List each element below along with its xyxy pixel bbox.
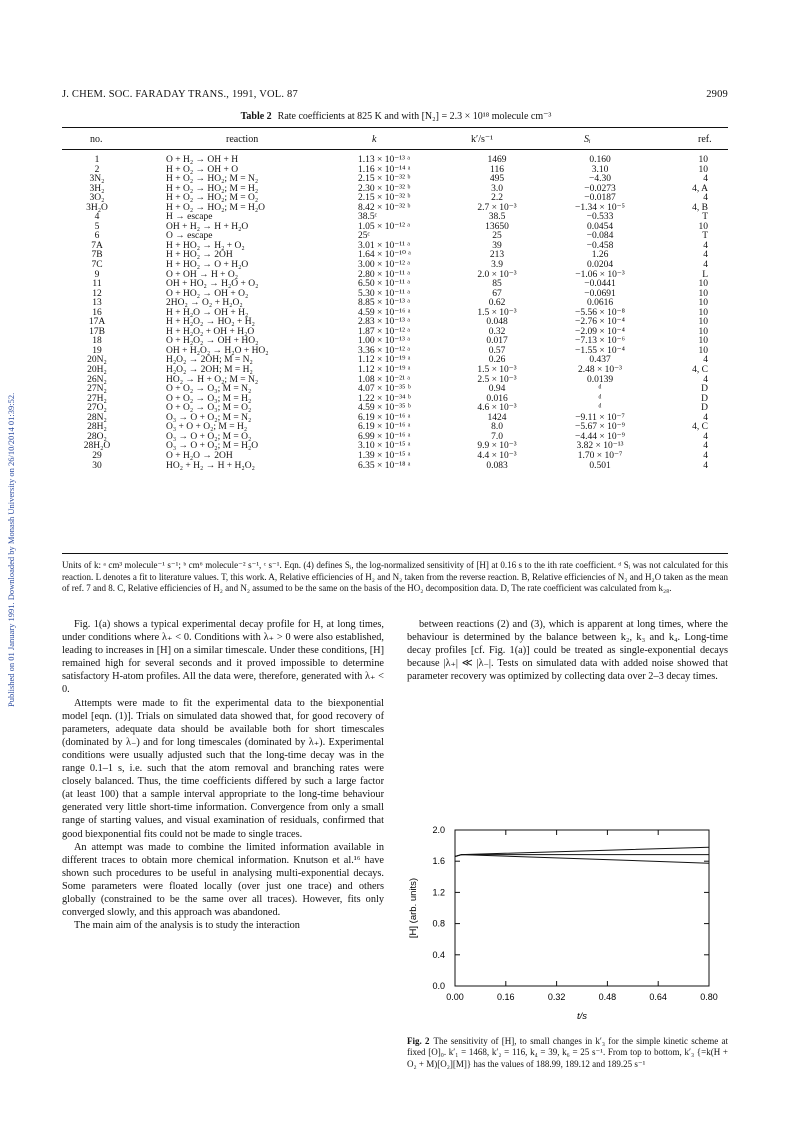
cell-no: 29 — [92, 450, 102, 461]
cell-ref: 4, C — [692, 422, 708, 433]
cell-sensitivity: 0.0454 — [586, 221, 614, 232]
cell-kprime: 3.0 — [491, 183, 503, 194]
cell-ref: 4 — [703, 193, 708, 204]
cell-sensitivity: −0.458 — [586, 240, 614, 251]
cell-no: 20N₂ — [87, 355, 107, 366]
cell-no: 16 — [92, 307, 102, 318]
cell-no: 3O₂ — [89, 193, 105, 204]
cell-reaction: 2HO₂ → O₂ + H₂O₂ — [166, 298, 243, 309]
cell-no: 3H₂O — [86, 202, 108, 213]
cell-reaction: H + H₂O₂ → HO₂ + H₂ — [166, 317, 255, 328]
cell-no: 17B — [89, 326, 105, 337]
cell-kprime: 495 — [489, 174, 505, 185]
cell-no: 12 — [92, 288, 102, 299]
cell-k: 6.35 × 10⁻¹⁸ ᵃ — [358, 460, 411, 471]
cell-sensitivity: −2.76 × 10⁻⁴ — [575, 317, 625, 328]
cell-kprime: 67 — [492, 288, 502, 299]
paragraph: Fig. 1(a) shows a typical experimental decay profile for H, at long times, under conditions where λ₊ < 0. Conditions with λ₊ > 0 were also established, leading to increases in [H] on a similar timescale. Under these conditions, [H] remained high for several seconds and it proved impossible to determine satisfactory H-atom profiles. All the data were, therefore, generated with λ₊ < 0. — [62, 619, 384, 696]
cell-ref: 10 — [698, 155, 708, 165]
cell-k: 1.08 × 10⁻²¹ ᵃ — [358, 374, 410, 385]
cell-k: 25ᶜ — [358, 231, 370, 242]
cell-reaction: O₃ → O + O₂; M = O₂ — [166, 431, 252, 442]
paragraph: The main aim of the analysis is to study the interaction — [74, 920, 300, 932]
cell-k: 3.36 × 10⁻¹² ᵃ — [358, 345, 410, 356]
cell-kprime: 2.7 × 10⁻³ — [477, 202, 517, 213]
cell-ref: 4, A — [692, 183, 708, 194]
cell-k: 2.30 × 10⁻³² ᵇ — [358, 183, 411, 194]
cell-kprime: 4.4 × 10⁻³ — [477, 450, 517, 461]
cell-sensitivity: 3.10 — [591, 164, 609, 175]
cell-kprime: 1.5 × 10⁻³ — [477, 307, 517, 318]
cell-reaction: O + O₂ → O₃; M = N₂ — [166, 384, 252, 395]
cell-reaction: H + HO₂ → H₂ + O₂ — [166, 240, 245, 251]
cell-no: 28O₂ — [87, 431, 107, 442]
paragraph: An attempt was made to combine the limited information available in different traces to obtain more chemical information. Knutson et al.¹⁶ have shown such procedures to be useful in analysing multi-exponential decays. Some parameters were floated locally (over just one trace) and others globally (constrained to be the same over all traces). However, fits only converged slowly, and this approach was abandoned. — [62, 841, 384, 919]
cell-kprime: 116 — [490, 164, 504, 175]
figure-caption-text: The sensitivity of [H], to small changes in k′₃ for the simple kinetic scheme at fixed [O]₀. k′₁ = 1468, k′₂ = 116, k₄ = 39, k₆ = 25 s⁻¹. From top to bottom, k′₃ {=k(H + O₂ + M)[O₂][M]} has the values of 188.99, 189.12 and 189.25 s⁻¹ — [407, 1036, 728, 1069]
cell-k: 4.59 × 10⁻³⁵ ᵇ — [358, 403, 411, 414]
x-tick-label: 0.64 — [649, 992, 667, 1002]
cell-ref: 10 — [698, 307, 708, 318]
cell-kprime: 85 — [492, 279, 502, 290]
table-footnote: Units of k: ᵃ cm³ molecule⁻¹ s⁻¹; ᵇ cm⁶ molecule⁻² s⁻¹, ᶜ s⁻¹. Eqn. (4) defines Sᵢ, the log-normalized sensitivity of [H] at 0.16 s to the ith rate coefficient. ᵈ Sᵢ was not calculated for this reaction. L denotes a fit to literature values. T, this work. A, Relative efficiencies of H₂ and N₂ taken from the reverse reaction. B, Relative efficiencies of N₂ and H₂O taken as the mean of ref. 7 and 8. C, Relative efficiencies of H₂ and N₂ assumed to be the same on the basis of the HO₂ decomposition data. D, The rate coefficient was calculated from k₂₈. — [62, 560, 728, 593]
cell-no: 30 — [92, 460, 102, 471]
table-header-rule — [62, 149, 728, 150]
figure-caption — [407, 1036, 728, 1070]
table-caption — [0, 111, 792, 122]
cell-ref: 4 — [703, 431, 708, 442]
cell-ref: 4 — [703, 450, 708, 461]
cell-sensitivity: −0.084 — [586, 231, 614, 242]
cell-sensitivity: −0.0187 — [584, 193, 616, 204]
cell-sensitivity: −5.67 × 10⁻⁹ — [575, 422, 625, 433]
cell-sensitivity: 0.437 — [589, 355, 611, 366]
cell-reaction: H + HO₂ → O + H₂O — [166, 260, 249, 271]
cell-no: 27H₂ — [87, 393, 107, 404]
cell-reaction: O + O₂ → O₃; M = O₂ — [166, 403, 252, 414]
page-number: 2909 — [706, 89, 728, 100]
cell-ref: 10 — [698, 164, 708, 175]
cell-kprime: 38.5 — [488, 212, 506, 223]
cell-ref: 4 — [703, 355, 708, 366]
cell-k: 1.12 × 10⁻¹⁹ ᵃ — [358, 365, 411, 376]
cell-sensitivity: −0.533 — [586, 212, 614, 223]
cell-reaction: H + O₂ → HO₂; M = O₂ — [166, 193, 259, 204]
cell-ref: 10 — [698, 221, 708, 232]
cell-k: 1.39 × 10⁻¹⁵ ᵃ — [358, 450, 411, 461]
cell-reaction: OH + H₂O₂ → H₂O + HO₂ — [166, 345, 269, 356]
cell-reaction: OH + H₂ → H + H₂O — [166, 221, 249, 232]
cell-no: 7A — [91, 240, 103, 251]
cell-ref: D — [701, 393, 708, 404]
cell-reaction: H + O₂ → HO₂; M = H₂O — [166, 202, 266, 213]
cell-ref: 10 — [698, 326, 708, 337]
cell-ref: 10 — [698, 288, 708, 299]
column-header-no: no. — [90, 134, 103, 145]
series-line — [455, 847, 709, 856]
cell-no: 7B — [91, 250, 103, 261]
cell-k: 1.13 × 10⁻¹³ ᵃ — [358, 155, 410, 165]
table-row — [62, 204, 728, 214]
cell-reaction: H + HO₂ → 2OH — [166, 250, 233, 261]
cell-no: 9 — [94, 269, 100, 280]
cell-kprime: 0.017 — [486, 336, 508, 347]
cell-sensitivity: −1.06 × 10⁻³ — [575, 269, 625, 280]
figure-label: Fig. 2 — [407, 1036, 430, 1046]
cell-k: 3.01 × 10⁻¹¹ ᵃ — [358, 240, 410, 251]
cell-ref: 4 — [703, 250, 708, 261]
cell-k: 6.99 × 10⁻¹⁶ ᵃ — [358, 431, 411, 442]
table-row — [62, 462, 728, 472]
cell-sensitivity: −0.0441 — [584, 279, 616, 290]
cell-ref: 10 — [698, 298, 708, 309]
cell-no: 1 — [94, 155, 100, 165]
cell-no: 17A — [88, 317, 106, 328]
cell-sensitivity: −7.13 × 10⁻⁶ — [575, 336, 625, 347]
journal-header: J. CHEM. SOC. FARADAY TRANS., 1991, VOL. 87 — [62, 89, 298, 100]
table-bottom-rule — [62, 553, 728, 554]
cell-reaction: H₂O₂ → 2OH; M = H₂ — [166, 365, 253, 376]
cell-k: 4.59 × 10⁻¹⁶ ᵃ — [358, 307, 411, 318]
cell-no: 26N₂ — [87, 374, 107, 385]
cell-kprime: 2.5 × 10⁻³ — [477, 374, 517, 385]
column-header-sensitivity: Sᵢ — [584, 134, 591, 145]
cell-sensitivity: −1.55 × 10⁻⁴ — [575, 345, 625, 356]
x-tick-label: 0.48 — [598, 992, 617, 1002]
cell-sensitivity: −9.11 × 10⁻⁷ — [575, 412, 625, 423]
cell-reaction: O₃ + O + O₂; M = H₂ — [166, 422, 248, 433]
column-header-kprime: k′/s⁻¹ — [471, 134, 494, 145]
cell-no: 6 — [94, 231, 100, 242]
cell-k: 38.5ᶜ — [358, 212, 378, 223]
table-row — [62, 223, 728, 233]
cell-sensitivity: 0.0616 — [586, 298, 614, 309]
cell-k: 2.83 × 10⁻¹³ ᵃ — [358, 317, 410, 328]
cell-kprime: 0.048 — [486, 317, 508, 328]
download-watermark: Published on 01 January 1991. Downloaded by Monash University on 26/10/2014 01:39:52. — [6, 392, 16, 708]
cell-reaction: H + O₂ → HO₂; M = H₂ — [166, 183, 259, 194]
cell-kprime: 0.016 — [486, 393, 508, 404]
cell-kprime: 0.083 — [486, 460, 508, 471]
cell-k: 2.15 × 10⁻³² ᵇ — [358, 174, 411, 185]
cell-kprime: 2.0 × 10⁻³ — [477, 269, 517, 280]
cell-ref: 10 — [698, 336, 708, 347]
cell-kprime: 1424 — [487, 412, 507, 423]
cell-ref: 4, C — [692, 365, 708, 376]
cell-sensitivity: 1.70 × 10⁻⁷ — [577, 450, 623, 461]
cell-reaction: H + O₂ → OH + O — [166, 164, 239, 175]
cell-sensitivity: −0.0273 — [584, 183, 616, 194]
cell-no: 27N₂ — [87, 384, 107, 395]
cell-no: 3H₂ — [89, 183, 105, 194]
cell-sensitivity: 3.82 × 10⁻¹³ — [576, 441, 624, 452]
series-line — [455, 855, 709, 864]
column-header-ref: ref. — [698, 134, 712, 145]
cell-no: 19 — [92, 345, 102, 356]
column-header-k: k — [372, 134, 377, 145]
cell-kprime: 3.9 — [491, 260, 503, 271]
cell-no: 3N₂ — [89, 174, 105, 185]
cell-kprime: 25 — [492, 231, 502, 242]
y-tick-label: 2.0 — [432, 825, 445, 835]
cell-ref: 4 — [703, 460, 708, 471]
paragraph: between reactions (2) and (3), which is apparent at long times, where the behaviour is determined by the balance between k₂, k₃ and k₄. Long-time decay profiles [cf. Fig. 1(a)] could be treated as single-exponential decays because |λ₊| ≪ |λ₋|. Tests on simulated data with added noise showed that parameter recovery was optimized by collecting data over 2–3 decay times. — [407, 619, 728, 683]
cell-sensitivity: 1.26 — [591, 250, 609, 261]
cell-k: 1.16 × 10⁻¹⁴ ᵃ — [358, 164, 411, 175]
cell-sensitivity: ᵈ — [598, 384, 602, 395]
cell-no: 28H₂O — [83, 441, 111, 452]
right-column — [407, 618, 728, 683]
y-tick-label: 0.4 — [432, 949, 445, 960]
cell-kprime: 9.9 × 10⁻³ — [477, 441, 517, 452]
cell-k: 1.00 × 10⁻¹³ ᵃ — [358, 336, 410, 347]
cell-sensitivity: 2.48 × 10⁻³ — [577, 365, 623, 376]
cell-reaction: O + H₂O → 2OH — [166, 450, 233, 461]
cell-sensitivity: −1.34 × 10⁻⁵ — [575, 202, 625, 213]
cell-sensitivity: 0.0139 — [586, 374, 614, 385]
cell-reaction: O + O₂ → O₃; M = H₂ — [166, 393, 252, 404]
y-tick-label: 0.0 — [432, 981, 445, 991]
cell-sensitivity: 0.160 — [589, 155, 611, 165]
cell-k: 1.12 × 10⁻¹⁹ ᵃ — [358, 355, 411, 366]
cell-kprime: 0.62 — [488, 298, 506, 309]
cell-no: 11 — [92, 279, 102, 290]
cell-reaction: HO₂ + H₂ → H + H₂O₂ — [166, 460, 255, 471]
cell-reaction: H + H₂O₂ + OH + H₂O — [166, 326, 255, 337]
y-tick-label: 1.6 — [432, 856, 445, 867]
cell-no: 28N₂ — [87, 412, 107, 423]
cell-k: 2.80 × 10⁻¹¹ ᵃ — [358, 269, 410, 280]
paragraph: Attempts were made to fit the experimental data to the biexponential model [eqn. (1)]. Trials on simulated data showed that, for good recovery of parameters, adequate data should be available both for short timescales (dominated by λ₋) and for long timescales (dominated by λ₊). Experimental conditions were usually adjusted such that the long-time decay was in the range 0.1–1 s, i.e. such that the atom removal and branching rates were closely balanced. Thus, the time coefficients differed by such a large factor (at least 100) that a sample interval appropriate to the long-time behaviour generated very little short-time information. Convergence from only a small range of starting values, and visual examination of residuals, confirmed that good biexponential fits could not be made to single traces. — [62, 697, 384, 840]
cell-reaction: O + OH → H + O₂ — [166, 269, 239, 280]
cell-k: 6.50 × 10⁻¹¹ ᵃ — [358, 279, 410, 290]
cell-ref: T — [702, 212, 708, 223]
cell-k: 1.64 × 10⁻¹⁰ ᵃ — [358, 250, 411, 261]
cell-no: 5 — [94, 221, 100, 232]
x-tick-label: 0.00 — [446, 992, 464, 1002]
table-label: Table 2 — [240, 111, 272, 122]
cell-no: 7C — [91, 260, 103, 271]
cell-sensitivity: 0.501 — [589, 460, 611, 471]
x-tick-label: 0.16 — [497, 992, 515, 1002]
cell-no: 4 — [94, 212, 100, 223]
x-axis-label: t/s — [576, 1011, 588, 1022]
cell-ref: 4 — [703, 260, 708, 271]
cell-reaction: O + HO₂ → OH + O₂ — [166, 288, 249, 299]
cell-ref: L — [702, 269, 708, 280]
cell-k: 1.22 × 10⁻³⁴ ᵇ — [358, 393, 411, 404]
cell-sensitivity: 0.0204 — [586, 260, 614, 271]
cell-no: 27O₂ — [87, 403, 107, 414]
table-body — [62, 156, 728, 471]
cell-no: 2 — [94, 164, 100, 175]
table-title: Rate coefficients at 825 K and with [N₂] = 2.3 × 10¹⁸ molecule cm⁻³ — [277, 111, 552, 122]
cell-kprime: 1469 — [487, 155, 507, 165]
cell-sensitivity: −4.44 × 10⁻⁹ — [575, 431, 625, 442]
cell-ref: 10 — [698, 317, 708, 328]
cell-no: 28H₂ — [87, 422, 107, 433]
cell-kprime: 213 — [489, 250, 505, 261]
y-tick-label: 1.2 — [432, 887, 445, 898]
cell-reaction: H + H₂O → OH + H₂ — [166, 307, 249, 318]
cell-kprime: 0.57 — [488, 345, 506, 356]
cell-no: 18 — [92, 336, 102, 347]
cell-ref: D — [701, 384, 708, 395]
cell-reaction: O → escape — [166, 231, 213, 242]
left-column — [62, 618, 384, 932]
cell-ref: 4, B — [692, 202, 708, 213]
cell-k: 1.87 × 10⁻¹² ᵃ — [358, 326, 410, 337]
sensitivity-line-chart — [400, 818, 730, 1032]
cell-ref: 4 — [703, 174, 708, 185]
cell-kprime: 13650 — [485, 221, 509, 232]
cell-kprime: 4.6 × 10⁻³ — [477, 403, 517, 414]
cell-sensitivity: −4.30 — [589, 174, 611, 185]
cell-k: 8.42 × 10⁻³² ᵇ — [358, 202, 411, 213]
cell-ref: 4 — [703, 374, 708, 385]
cell-sensitivity: −0.0691 — [584, 288, 616, 299]
cell-reaction: H + O₂ → HO₂; M = N₂ — [166, 174, 259, 185]
cell-k: 6.19 × 10⁻¹⁶ ᵃ — [358, 422, 411, 433]
cell-sensitivity: −5.56 × 10⁻⁸ — [575, 307, 625, 318]
cell-k: 5.30 × 10⁻¹¹ ᵃ — [358, 288, 410, 299]
cell-no: 13 — [92, 298, 102, 309]
cell-k: 4.07 × 10⁻³⁵ ᵇ — [358, 384, 411, 395]
column-header-reaction: reaction — [226, 134, 259, 145]
cell-k: 8.85 × 10⁻¹³ ᵃ — [358, 298, 410, 309]
cell-sensitivity: ᵈ — [598, 403, 602, 414]
cell-kprime: 39 — [492, 240, 502, 251]
cell-no: 20H₂ — [87, 365, 107, 376]
cell-k: 3.10 × 10⁻¹⁵ ᵃ — [358, 441, 411, 452]
cell-kprime: 1.5 × 10⁻³ — [477, 365, 517, 376]
cell-kprime: 0.32 — [488, 326, 506, 337]
cell-sensitivity: −2.09 × 10⁻⁴ — [575, 326, 625, 337]
cell-ref: 4 — [703, 441, 708, 452]
cell-k: 3.00 × 10⁻¹² ᵃ — [358, 260, 410, 271]
cell-sensitivity: ᵈ — [598, 393, 602, 404]
cell-kprime: 0.94 — [488, 384, 506, 395]
y-axis-label: [H] (arb. units) — [408, 877, 419, 939]
cell-kprime: 8.0 — [491, 422, 503, 433]
y-tick-label: 0.8 — [432, 918, 445, 929]
cell-kprime: 2.2 — [491, 193, 503, 204]
cell-reaction: O + H₂O₂ → OH + HO₂ — [166, 336, 259, 347]
cell-k: 6.19 × 10⁻¹⁶ ᵃ — [358, 412, 411, 423]
cell-k: 2.15 × 10⁻³² ᵇ — [358, 193, 411, 204]
cell-k: 1.05 × 10⁻¹² ᵃ — [358, 221, 410, 232]
cell-ref: 10 — [698, 279, 708, 290]
cell-ref: 10 — [698, 345, 708, 356]
cell-kprime: 0.26 — [488, 355, 506, 366]
cell-ref: 4 — [703, 240, 708, 251]
cell-reaction: OH + HO₂ → H₂O + O₂ — [166, 279, 259, 290]
cell-kprime: 7.0 — [491, 431, 503, 442]
cell-ref: D — [701, 403, 708, 414]
cell-reaction: O₃ → O + O₂; M = N₂ — [166, 412, 252, 423]
table-top-rule — [62, 127, 728, 128]
cell-reaction: H₂O₂ → 2OH; M = N₂ — [166, 355, 253, 366]
cell-ref: T — [702, 231, 708, 242]
x-tick-label: 0.32 — [547, 992, 566, 1002]
cell-reaction: HO₂ → H + O₂; M = N₂ — [166, 374, 259, 385]
cell-reaction: O + H₂ → OH + H — [166, 155, 239, 165]
cell-reaction: H → escape — [166, 212, 213, 223]
x-tick-label: 0.80 — [700, 992, 718, 1002]
rate-coefficient-table — [62, 156, 728, 471]
cell-reaction: O₃ → O + O₂; M = H₂O — [166, 441, 259, 452]
cell-ref: 4 — [703, 412, 708, 423]
